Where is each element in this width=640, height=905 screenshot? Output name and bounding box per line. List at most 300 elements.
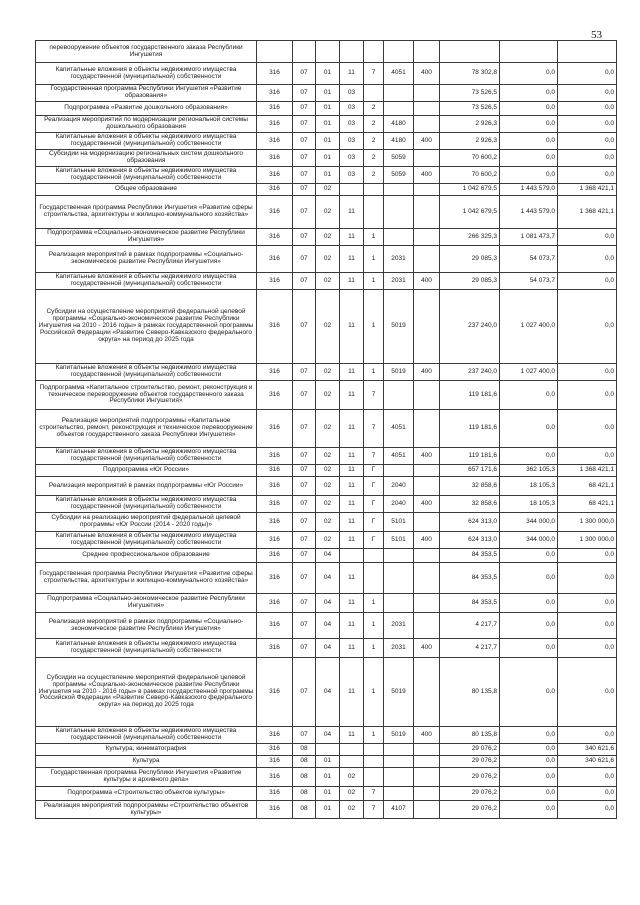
cell-name: перевооружение объектов государственного заказа Республики Ингушетия: [36, 41, 257, 63]
table-row: [36, 229, 617, 246]
cell-vr: [414, 756, 440, 768]
cell-cs3: 4051: [384, 410, 414, 448]
cell-sum-3: 1 368 421,1: [558, 184, 617, 196]
cell-cs3: [384, 85, 414, 102]
budget-table: [35, 40, 617, 819]
table-row: [36, 150, 617, 167]
cell-vr: [414, 549, 440, 563]
cell-pr: [316, 744, 340, 756]
cell-sum-1: 29 085,3: [440, 246, 500, 273]
cell-sum-1: 29 085,3: [440, 273, 500, 290]
cell-name: Государственная программа Республики Ингушетия «Развитие образования»: [36, 85, 257, 102]
cell-name: Реализация мероприятий в рамках подпрограммы «Социально-экономическое развитие Республики Ингушетия»: [36, 613, 257, 639]
cell-pr: 02: [316, 290, 340, 364]
cell-name: Государственная программа Республики Ингушетия «Развитие сферы строительства, архитектуры и жилищно-коммунального хозяйства»: [36, 563, 257, 594]
cell-name: Реализация мероприятий подпрограммы «Строительство объектов культуры»: [36, 801, 257, 819]
cell-rz: 07: [293, 381, 316, 410]
cell-cs3: 2040: [384, 477, 414, 496]
cell-vr: [414, 513, 440, 532]
cell-sum-2: 0,0: [500, 563, 558, 594]
cell-cs3: [384, 563, 414, 594]
cell-sum-1: 1 042 679,5: [440, 196, 500, 229]
cell-cs3: 2040: [384, 496, 414, 513]
cell-rz: [293, 41, 316, 63]
cell-name: Реализация мероприятий в рамках подпрограммы «Социально-экономическое развитие Республики Ингушетия»: [36, 246, 257, 273]
cell-pr: 01: [316, 787, 340, 801]
cell-cs3: [384, 184, 414, 196]
cell-sum-2: 0,0: [500, 167, 558, 184]
cell-rz: 07: [293, 477, 316, 496]
cell-cs1: 11: [340, 410, 364, 448]
table-row: [36, 41, 617, 63]
cell-name: Подпрограмма «Развитие дошкольного образования»: [36, 102, 257, 116]
table-row: [36, 513, 617, 532]
cell-cs2: 1: [364, 229, 384, 246]
cell-pr: 02: [316, 196, 340, 229]
cell-sum-2: 1 027 400,0: [500, 290, 558, 364]
cell-ved: 316: [257, 787, 293, 801]
cell-vr: [414, 563, 440, 594]
table-row: [36, 744, 617, 756]
cell-vr: [414, 613, 440, 639]
cell-rz: 07: [293, 246, 316, 273]
cell-cs3: 4051: [384, 448, 414, 465]
cell-name: Капитальные вложения в объекты недвижимого имущества государственной (муниципальной) собственности: [36, 273, 257, 290]
cell-cs3: [384, 229, 414, 246]
cell-cs1: [340, 756, 364, 768]
cell-sum-3: 0,0: [558, 150, 617, 167]
cell-vr: 400: [414, 448, 440, 465]
cell-sum-2: 0,0: [500, 102, 558, 116]
cell-cs1: 11: [340, 594, 364, 613]
cell-sum-2: 1 443 579,0: [500, 196, 558, 229]
cell-cs3: 4180: [384, 116, 414, 133]
cell-sum-1: 4 217,7: [440, 639, 500, 658]
cell-pr: 01: [316, 133, 340, 150]
cell-sum-2: 18 105,3: [500, 477, 558, 496]
cell-name: Культура: [36, 756, 257, 768]
cell-cs2: 1: [364, 246, 384, 273]
cell-rz: 07: [293, 549, 316, 563]
cell-rz: 07: [293, 513, 316, 532]
cell-cs2: 1: [364, 613, 384, 639]
cell-name: Субсидии на осуществление мероприятий федеральной целевой программы «Социально-экономическое развитие Республики Ингушетия на 2010 - 2016 годы» в рамках государственной программы Российской Федерации «Развитие Северо-Кавказского федерального округа» на период до 2025 года: [36, 658, 257, 727]
cell-rz: 08: [293, 768, 316, 787]
cell-name: Субсидии на реализацию мероприятий федеральной целевой программы «Юг России (2014 - 2020 годы)»: [36, 513, 257, 532]
cell-cs3: 5019: [384, 290, 414, 364]
cell-cs1: 11: [340, 727, 364, 744]
cell-ved: 316: [257, 756, 293, 768]
cell-sum-3: 1 368 421,1: [558, 465, 617, 477]
cell-sum-1: 80 135,8: [440, 658, 500, 727]
cell-sum-2: [500, 41, 558, 63]
cell-sum-2: 0,0: [500, 448, 558, 465]
cell-sum-2: 1 443 579,0: [500, 184, 558, 196]
cell-rz: 07: [293, 639, 316, 658]
cell-sum-3: 0,0: [558, 594, 617, 613]
cell-sum-2: 0,0: [500, 756, 558, 768]
cell-ved: 316: [257, 727, 293, 744]
cell-name: Культура, кинематография: [36, 744, 257, 756]
cell-pr: 02: [316, 246, 340, 273]
cell-sum-3: 1 368 421,1: [558, 196, 617, 229]
cell-pr: 02: [316, 229, 340, 246]
cell-ved: 316: [257, 150, 293, 167]
cell-cs3: [384, 465, 414, 477]
cell-sum-1: 266 325,3: [440, 229, 500, 246]
cell-cs2: [364, 756, 384, 768]
cell-cs1: 11: [340, 290, 364, 364]
cell-cs2: [364, 85, 384, 102]
cell-name: Субсидии на модернизацию региональных систем дошкольного образования: [36, 150, 257, 167]
cell-cs1: 11: [340, 448, 364, 465]
cell-cs1: 03: [340, 133, 364, 150]
cell-cs1: 11: [340, 196, 364, 229]
cell-cs3: 2031: [384, 273, 414, 290]
cell-vr: [414, 290, 440, 364]
cell-vr: [414, 477, 440, 496]
table-row: [36, 116, 617, 133]
cell-cs2: 1: [364, 364, 384, 381]
cell-ved: 316: [257, 448, 293, 465]
cell-pr: 02: [316, 465, 340, 477]
cell-sum-3: 0,0: [558, 167, 617, 184]
cell-name: Государственная программа Республики Ингушетия «Развитие культуры и архивного дела»: [36, 768, 257, 787]
cell-name: Капитальные вложения в объекты недвижимого имущества государственной (муниципальной) собственности: [36, 727, 257, 744]
cell-rz: 08: [293, 756, 316, 768]
table-row: [36, 532, 617, 549]
cell-vr: [414, 594, 440, 613]
cell-cs2: Г: [364, 513, 384, 532]
cell-rz: 07: [293, 167, 316, 184]
cell-cs1: 03: [340, 150, 364, 167]
cell-sum-2: 0,0: [500, 658, 558, 727]
cell-name: Государственная программа Республики Ингушетия «Развитие сферы строительства, архитектуры и жилищно-коммунального хозяйства»: [36, 196, 257, 229]
cell-vr: 400: [414, 167, 440, 184]
cell-sum-3: 0,0: [558, 85, 617, 102]
cell-cs2: [364, 184, 384, 196]
cell-sum-2: 0,0: [500, 63, 558, 85]
cell-cs1: 03: [340, 116, 364, 133]
cell-name: Капитальные вложения в объекты недвижимого имущества государственной (муниципальной) собственности: [36, 133, 257, 150]
cell-cs2: 1: [364, 639, 384, 658]
cell-pr: 02: [316, 477, 340, 496]
cell-ved: 316: [257, 496, 293, 513]
cell-ved: 316: [257, 465, 293, 477]
cell-ved: 316: [257, 196, 293, 229]
cell-cs1: [340, 549, 364, 563]
cell-sum-2: 0,0: [500, 410, 558, 448]
cell-sum-2: 344 000,0: [500, 532, 558, 549]
cell-vr: [414, 150, 440, 167]
table-row: [36, 613, 617, 639]
cell-vr: 400: [414, 364, 440, 381]
cell-pr: 02: [316, 184, 340, 196]
cell-rz: 07: [293, 727, 316, 744]
cell-cs3: 5019: [384, 364, 414, 381]
cell-rz: 07: [293, 364, 316, 381]
cell-sum-3: 0,0: [558, 787, 617, 801]
cell-rz: 07: [293, 229, 316, 246]
cell-sum-2: 54 073,7: [500, 273, 558, 290]
cell-sum-1: 624 313,0: [440, 513, 500, 532]
cell-cs3: [384, 196, 414, 229]
cell-sum-2: 0,0: [500, 133, 558, 150]
cell-pr: 04: [316, 727, 340, 744]
cell-sum-1: 84 353,5: [440, 594, 500, 613]
cell-vr: [414, 116, 440, 133]
cell-vr: [414, 229, 440, 246]
cell-cs3: 5101: [384, 532, 414, 549]
cell-pr: 01: [316, 756, 340, 768]
cell-sum-1: 2 926,3: [440, 116, 500, 133]
cell-pr: 02: [316, 381, 340, 410]
cell-name: Реализация мероприятий по модернизации региональной системы дошкольного образования: [36, 116, 257, 133]
cell-sum-3: 0,0: [558, 639, 617, 658]
table-row: [36, 563, 617, 594]
cell-sum-2: 0,0: [500, 801, 558, 819]
table-row: [36, 273, 617, 290]
cell-cs1: [340, 41, 364, 63]
cell-cs2: 2: [364, 150, 384, 167]
cell-pr: [316, 41, 340, 63]
cell-ved: 316: [257, 290, 293, 364]
table-row: [36, 410, 617, 448]
cell-ved: 316: [257, 184, 293, 196]
cell-cs3: 5101: [384, 513, 414, 532]
cell-sum-2: 0,0: [500, 549, 558, 563]
table-row: [36, 290, 617, 364]
cell-cs2: Г: [364, 496, 384, 513]
cell-rz: 07: [293, 273, 316, 290]
cell-sum-2: 344 000,0: [500, 513, 558, 532]
table-row: [36, 448, 617, 465]
cell-ved: 316: [257, 246, 293, 273]
cell-sum-1: 119 181,6: [440, 410, 500, 448]
cell-cs1: 11: [340, 496, 364, 513]
cell-rz: 07: [293, 85, 316, 102]
cell-sum-3: 0,0: [558, 768, 617, 787]
cell-name: Капитальные вложения в объекты недвижимого имущества государственной (муниципальной) собственности: [36, 639, 257, 658]
cell-vr: [414, 465, 440, 477]
cell-ved: 316: [257, 768, 293, 787]
cell-ved: 316: [257, 116, 293, 133]
cell-name: Капитальные вложения в объекты недвижимого имущества государственной (муниципальной) собственности: [36, 448, 257, 465]
cell-sum-1: 70 600,2: [440, 150, 500, 167]
cell-sum-1: 29 076,2: [440, 768, 500, 787]
cell-cs2: [364, 549, 384, 563]
cell-rz: 07: [293, 465, 316, 477]
cell-sum-3: 0,0: [558, 410, 617, 448]
cell-sum-3: 0,0: [558, 229, 617, 246]
cell-cs3: 5019: [384, 727, 414, 744]
table-row: [36, 63, 617, 85]
cell-pr: 01: [316, 63, 340, 85]
cell-sum-3: 0,0: [558, 448, 617, 465]
cell-cs3: 4107: [384, 801, 414, 819]
cell-rz: 07: [293, 613, 316, 639]
cell-cs2: Г: [364, 465, 384, 477]
cell-cs2: 7: [364, 448, 384, 465]
table-row: [36, 102, 617, 116]
cell-sum-3: 0,0: [558, 727, 617, 744]
table-row: [36, 184, 617, 196]
cell-name: Капитальные вложения в объекты недвижимого имущества государственной (муниципальной) собственности: [36, 496, 257, 513]
cell-name: Среднее профессиональное образование: [36, 549, 257, 563]
cell-cs3: [384, 102, 414, 116]
table-row: [36, 801, 617, 819]
cell-cs3: [384, 381, 414, 410]
cell-pr: 04: [316, 563, 340, 594]
table-row: [36, 658, 617, 727]
table-row: [36, 381, 617, 410]
cell-rz: 07: [293, 196, 316, 229]
cell-rz: 07: [293, 658, 316, 727]
table-row: [36, 167, 617, 184]
cell-vr: [414, 801, 440, 819]
cell-cs1: 11: [340, 63, 364, 85]
cell-sum-1: 237 240,0: [440, 290, 500, 364]
cell-sum-3: 340 621,6: [558, 756, 617, 768]
cell-cs1: 03: [340, 102, 364, 116]
cell-ved: 316: [257, 364, 293, 381]
cell-ved: 316: [257, 613, 293, 639]
cell-vr: [414, 658, 440, 727]
cell-cs2: 2: [364, 167, 384, 184]
cell-ved: 316: [257, 744, 293, 756]
cell-sum-1: 70 600,2: [440, 167, 500, 184]
cell-sum-1: [440, 41, 500, 63]
cell-ved: 316: [257, 594, 293, 613]
cell-sum-1: 29 076,2: [440, 787, 500, 801]
cell-sum-3: 0,0: [558, 364, 617, 381]
cell-cs3: 5059: [384, 167, 414, 184]
cell-cs1: 03: [340, 167, 364, 184]
cell-sum-2: 0,0: [500, 381, 558, 410]
cell-sum-3: 0,0: [558, 290, 617, 364]
cell-cs2: 2: [364, 133, 384, 150]
cell-pr: 04: [316, 594, 340, 613]
cell-pr: 01: [316, 116, 340, 133]
table-row: [36, 594, 617, 613]
cell-vr: 400: [414, 63, 440, 85]
cell-cs2: 7: [364, 381, 384, 410]
cell-pr: 02: [316, 496, 340, 513]
cell-vr: [414, 787, 440, 801]
cell-name: Капитальные вложения в объекты недвижимого имущества государственной (муниципальной) собственности: [36, 532, 257, 549]
cell-sum-3: 0,0: [558, 563, 617, 594]
cell-pr: 01: [316, 85, 340, 102]
cell-pr: 02: [316, 513, 340, 532]
cell-cs3: 4051: [384, 63, 414, 85]
cell-cs3: [384, 549, 414, 563]
cell-pr: 04: [316, 658, 340, 727]
cell-sum-2: 0,0: [500, 727, 558, 744]
cell-vr: [414, 381, 440, 410]
cell-sum-3: 0,0: [558, 613, 617, 639]
cell-cs3: [384, 787, 414, 801]
cell-vr: [414, 102, 440, 116]
cell-cs1: 02: [340, 787, 364, 801]
cell-sum-1: 119 181,6: [440, 448, 500, 465]
cell-sum-3: 0,0: [558, 63, 617, 85]
cell-ved: 316: [257, 381, 293, 410]
cell-pr: 02: [316, 448, 340, 465]
cell-name: Капитальные вложения в объекты недвижимого имущества государственной (муниципальной) собственности: [36, 63, 257, 85]
cell-ved: 316: [257, 549, 293, 563]
cell-pr: 04: [316, 613, 340, 639]
cell-ved: 316: [257, 167, 293, 184]
cell-rz: 07: [293, 102, 316, 116]
cell-rz: 07: [293, 594, 316, 613]
table-row: [36, 549, 617, 563]
cell-cs1: 11: [340, 658, 364, 727]
cell-rz: 07: [293, 133, 316, 150]
cell-sum-1: 119 181,6: [440, 381, 500, 410]
cell-vr: [414, 246, 440, 273]
table-body: [36, 41, 617, 819]
cell-sum-2: 0,0: [500, 613, 558, 639]
cell-name: Субсидии на осуществление мероприятий федеральной целевой программы «Социально-экономическое развитие Республики Ингушетия на 2010 - 2016 годы» в рамках государственной программы Российской Федерации «Развитие Северо-Кавказского федерального округа» на период до 2025 года: [36, 290, 257, 364]
cell-sum-3: 1 300 000,0: [558, 513, 617, 532]
cell-name: Капитальные вложения в объекты недвижимого имущества государственной (муниципальной) собственности: [36, 364, 257, 381]
cell-cs2: 2: [364, 102, 384, 116]
cell-sum-2: 0,0: [500, 116, 558, 133]
cell-sum-3: 340 621,6: [558, 744, 617, 756]
cell-cs1: 11: [340, 273, 364, 290]
cell-pr: 02: [316, 410, 340, 448]
cell-sum-1: 84 353,5: [440, 563, 500, 594]
cell-sum-2: 0,0: [500, 594, 558, 613]
cell-cs2: 7: [364, 787, 384, 801]
cell-pr: 02: [316, 364, 340, 381]
cell-cs1: [340, 184, 364, 196]
cell-ved: 316: [257, 102, 293, 116]
cell-sum-3: 0,0: [558, 658, 617, 727]
cell-sum-2: 0,0: [500, 744, 558, 756]
cell-cs1: 02: [340, 801, 364, 819]
cell-sum-2: 0,0: [500, 150, 558, 167]
cell-rz: 07: [293, 63, 316, 85]
cell-cs2: [364, 768, 384, 787]
cell-rz: 07: [293, 563, 316, 594]
cell-name: Подпрограмма «Социально-экономическое развитие Республики Ингушетия»: [36, 594, 257, 613]
cell-sum-3: 0,0: [558, 246, 617, 273]
cell-vr: 400: [414, 639, 440, 658]
table-row: [36, 133, 617, 150]
cell-ved: 316: [257, 563, 293, 594]
cell-sum-1: 73 526,5: [440, 85, 500, 102]
cell-cs3: [384, 756, 414, 768]
cell-name: Подпрограмма «Социально-экономическое развитие Республики Ингушетия»: [36, 229, 257, 246]
cell-vr: 400: [414, 727, 440, 744]
cell-pr: 04: [316, 639, 340, 658]
cell-rz: 08: [293, 787, 316, 801]
cell-sum-2: 1 027 400,0: [500, 364, 558, 381]
cell-ved: 316: [257, 513, 293, 532]
cell-cs2: 1: [364, 290, 384, 364]
cell-sum-2: 0,0: [500, 85, 558, 102]
cell-sum-3: 1 300 000,0: [558, 532, 617, 549]
cell-pr: 02: [316, 273, 340, 290]
cell-cs1: 11: [340, 246, 364, 273]
cell-cs1: 11: [340, 532, 364, 549]
cell-cs1: 11: [340, 513, 364, 532]
cell-sum-1: 80 135,8: [440, 727, 500, 744]
cell-rz: 07: [293, 116, 316, 133]
table-row: [36, 727, 617, 744]
cell-sum-1: 29 076,2: [440, 744, 500, 756]
